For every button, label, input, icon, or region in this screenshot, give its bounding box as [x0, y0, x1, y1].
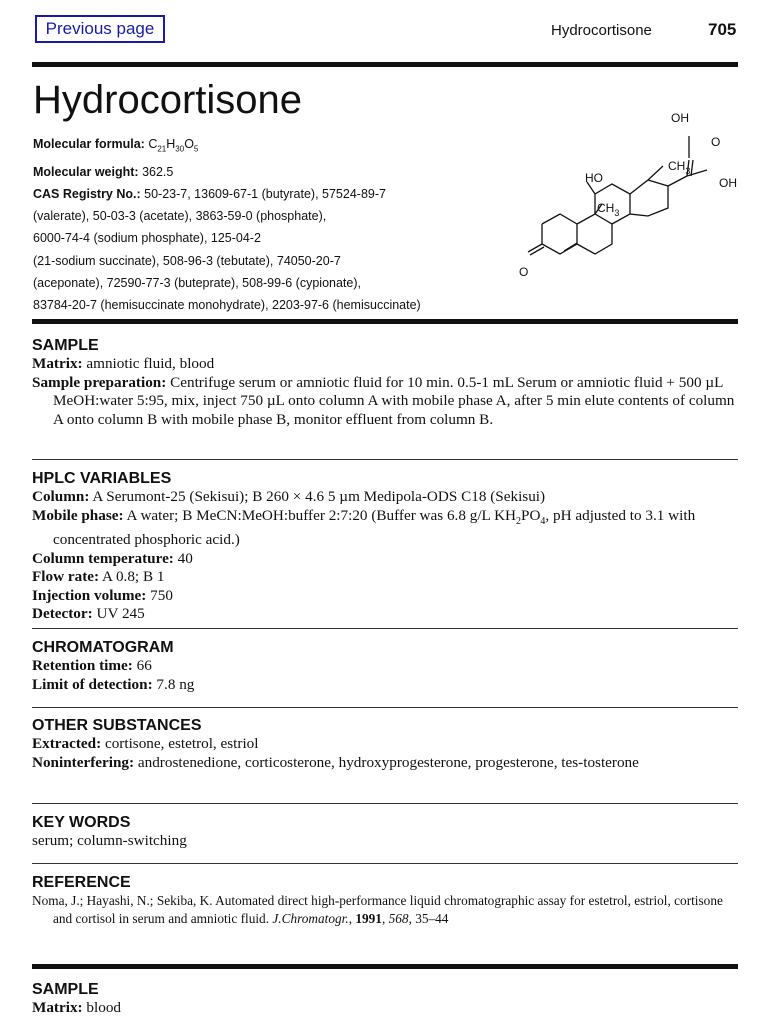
section-divider: [32, 707, 738, 708]
key-words-text: serum; column-switching: [32, 832, 187, 849]
column-line: Column: A Serumont-25 (Sekisui); B 260 × 4.6 5 µm Medipola-ODS C18 (Sekisui): [32, 488, 546, 505]
hplc-section: [32, 469, 738, 624]
section-divider: [32, 863, 738, 864]
detector-line: Detector: UV 245: [32, 605, 145, 623]
section-rule: [32, 319, 738, 324]
running-title: Hydrocortisone: [551, 22, 652, 39]
section-heading: OTHER SUBSTANCES: [32, 717, 202, 734]
svg-text:O: O: [519, 265, 529, 279]
svg-text:HO: HO: [585, 171, 603, 185]
section-heading: HPLC VARIABLES: [32, 470, 172, 487]
section-heading: KEY WORDS: [32, 814, 131, 831]
section-rule: [32, 964, 738, 969]
cas-line: (aceponate), 72590-77-3 (buteprate), 508-99-6 (cypionate),: [33, 275, 361, 290]
molecular-formula-value: $C_{21}H_{30}O_5$: [148, 137, 199, 154]
cas-line: 6000-74-4 (sodium phosphate), 125-04-2: [33, 231, 261, 246]
section-divider: [32, 803, 738, 804]
flow-rate-line: Flow rate: A 0.8; B 1: [32, 568, 165, 586]
injection-volume-line: Injection volume: 750: [32, 586, 173, 604]
matrix-line: Matrix: blood: [32, 999, 122, 1016]
cas-value: 50-23-7, 13609-67-1 (butyrate), 57524-89-7: [144, 186, 386, 201]
section-heading: CHROMATOGRAM: [32, 639, 174, 656]
retention-time-line: Retention time: 66: [32, 657, 152, 674]
section-heading: SAMPLE: [32, 981, 99, 998]
molecular-formula-label: Molecular formula:: [33, 137, 145, 151]
reference-section: [32, 873, 738, 927]
svg-text:O: O: [711, 135, 721, 149]
compound-title: Hydrocortisone: [33, 78, 303, 122]
section-divider: [32, 459, 738, 460]
section-heading: SAMPLE: [32, 337, 99, 354]
svg-text:CH3: $CH_3$: [668, 159, 691, 176]
hydrocortisone-structure: [515, 100, 750, 290]
sample-section-2: [32, 980, 738, 1018]
limit-of-detection-line: Limit of detection: 7.8 ng: [32, 675, 195, 693]
cas-line: (21-sodium succinate), 508-96-3 (tebutate), 74050-20-7: [33, 253, 341, 268]
molecular-formula-line: [33, 133, 503, 161]
noninterfering-line: Noninterfering: androstenedione, corticosterone, hydroxyprogesterone, progesterone, tes-tosterone: [32, 753, 639, 771]
other-substances-section: [32, 716, 738, 772]
key-words-section: [32, 813, 738, 851]
column-temperature-line: Column temperature: 40: [32, 549, 193, 567]
page-number: 705: [708, 20, 737, 39]
matrix-line: Matrix: amniotic fluid, blood: [32, 355, 215, 372]
cas-line: (valerate), 50-03-3 (acetate), 3863-59-0 (phosphate),: [33, 209, 327, 224]
chromatogram-section: [32, 638, 738, 694]
section-divider: [32, 628, 738, 629]
cas-label: CAS Registry No.:: [33, 186, 141, 201]
previous-page-button[interactable]: Previous page: [35, 15, 165, 43]
sample-preparation: Sample preparation: Centrifuge serum or amniotic fluid for 10 min. 0.5-1 mL Serum or amniotic fluid + 500 µL MeOH:water 5:95, mix, inject 750 µL onto column A with mobile phase A, after 5 min elute contents of column A onto column B with mobile phase B, monitor effluent from column B.: [32, 373, 735, 428]
molecular-weight-value: 362.5: [142, 164, 174, 179]
sample-section: [32, 336, 738, 429]
svg-text:OH: OH: [671, 111, 689, 125]
svg-text:CH3: $CH_3$: [597, 201, 620, 218]
extracted-line: Extracted: cortisone, estetrol, estriol: [32, 735, 259, 752]
molecular-weight-line: [33, 161, 503, 183]
svg-text:OH: OH: [719, 176, 737, 190]
header-rule: [32, 62, 738, 67]
cas-line: [33, 183, 503, 205]
mobile-phase-line: Mobile phase: A water; B MeCN:MeOH:buffer 2:7:20 (Buffer was 6.8 g/L $KH_2PO_4$, pH adjusted to 3.1 with concentrated phosphoric acid.): [32, 506, 696, 549]
compound-properties: [33, 133, 503, 316]
reference-text: Noma, J.; Hayashi, N.; Sekiba, K. Automated direct high-performance liquid chromatographic assay for estetrol, estriol, cortisone and cortisol in serum and amniotic fluid. J.Chromatogr., 1991, 568, 35–44: [32, 893, 723, 926]
section-heading: REFERENCE: [32, 874, 131, 891]
molecular-weight-label: Molecular weight:: [33, 164, 139, 179]
cas-line: 83784-20-7 (hemisuccinate monohydrate), 2203-97-6 (hemisuccinate): [33, 297, 421, 312]
